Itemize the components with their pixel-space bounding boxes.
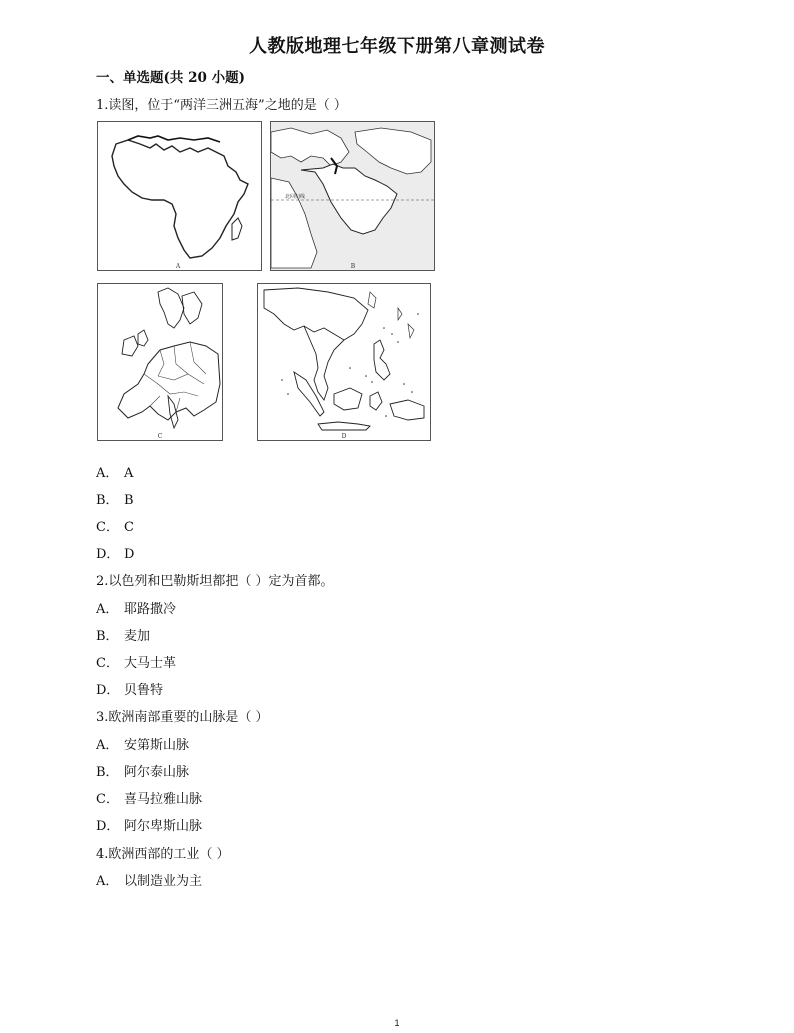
q2-option-a[interactable] bbox=[96, 598, 176, 617]
option-text: A bbox=[124, 466, 134, 481]
option-text: 阿尔卑斯山脉 bbox=[124, 819, 203, 834]
map-b-label: B bbox=[350, 263, 356, 270]
q4-option-a[interactable] bbox=[96, 870, 202, 889]
option-text: 阿尔泰山脉 bbox=[124, 765, 190, 780]
africa-map-image bbox=[98, 122, 261, 270]
q3-option-c[interactable] bbox=[96, 788, 202, 807]
map-b-inner-text: 北回归线 bbox=[285, 194, 306, 200]
option-letter: B． bbox=[96, 629, 119, 644]
map-c-label: C bbox=[157, 433, 163, 440]
option-letter: C． bbox=[96, 656, 119, 671]
option-letter: A． bbox=[96, 874, 119, 889]
q2-option-b[interactable] bbox=[96, 625, 150, 644]
option-text: D bbox=[124, 547, 135, 562]
page-title: 人教版地理七年级下册第八章测试卷 bbox=[249, 36, 545, 57]
question-4-stem: 4.欧洲西部的工业（ ） bbox=[96, 847, 230, 862]
option-letter: C． bbox=[96, 792, 119, 807]
q1-option-b[interactable] bbox=[96, 489, 134, 508]
map-d-southeast-asia bbox=[257, 283, 431, 441]
option-text: 贝鲁特 bbox=[124, 683, 164, 698]
europe-map-image bbox=[98, 284, 222, 440]
option-letter: C． bbox=[96, 520, 119, 535]
middle-east-map-image bbox=[271, 122, 434, 270]
option-letter: D． bbox=[96, 547, 120, 562]
q1-option-c[interactable] bbox=[96, 516, 134, 535]
option-text: 以制造业为主 bbox=[124, 874, 203, 889]
q3-option-d[interactable] bbox=[96, 815, 202, 834]
option-letter: B． bbox=[96, 765, 119, 780]
option-letter: A． bbox=[96, 466, 119, 481]
option-letter: B． bbox=[96, 493, 119, 508]
q3-option-b[interactable] bbox=[96, 761, 189, 780]
option-text: 耶路撒冷 bbox=[124, 602, 177, 617]
option-letter: D． bbox=[96, 819, 120, 834]
q1-option-a[interactable] bbox=[96, 462, 133, 481]
option-text: B bbox=[124, 493, 134, 508]
section-heading: 一、单选题(共 20 小题) bbox=[96, 70, 245, 86]
map-a-africa bbox=[97, 121, 262, 271]
option-letter: A． bbox=[96, 602, 119, 617]
map-b-middle-east bbox=[270, 121, 435, 271]
map-a-label: A bbox=[175, 263, 181, 270]
q3-option-a[interactable] bbox=[96, 734, 189, 753]
option-text: 麦加 bbox=[124, 629, 151, 644]
map-c-europe bbox=[97, 283, 223, 441]
option-text: 大马士革 bbox=[124, 656, 177, 671]
option-text: 喜马拉雅山脉 bbox=[124, 792, 203, 807]
q2-option-d[interactable] bbox=[96, 679, 163, 698]
question-1-stem: 1.读图，位于“两洋三洲五海”之地的是（ ） bbox=[96, 98, 347, 113]
option-text: 安第斯山脉 bbox=[124, 738, 190, 753]
q2-option-c[interactable] bbox=[96, 652, 176, 671]
q1-option-d[interactable] bbox=[96, 543, 134, 562]
option-letter: D． bbox=[96, 683, 120, 698]
option-text: C bbox=[124, 520, 134, 535]
question-2-stem: 2.以色列和巴勒斯坦都把（ ）定为首都。 bbox=[96, 574, 334, 589]
southeast-asia-map-image bbox=[258, 284, 430, 440]
option-letter: A． bbox=[96, 738, 119, 753]
page-number: 1 bbox=[394, 1018, 400, 1028]
map-d-label: D bbox=[341, 433, 347, 440]
question-3-stem: 3.欧洲南部重要的山脉是（ ） bbox=[96, 710, 269, 725]
